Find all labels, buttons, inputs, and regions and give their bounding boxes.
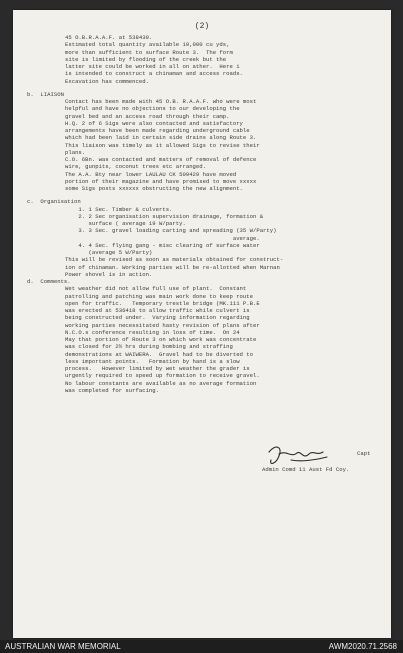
text-line: was completed for surfacing. xyxy=(65,386,159,394)
text-line: average. xyxy=(65,234,260,242)
text-line: (average 5 W/Party) xyxy=(65,249,153,256)
text-line: N.C.O.s conference resulting in loss of time. On 24 xyxy=(65,328,240,336)
text-line: wire, gunpits, coconut trees etc arranged. xyxy=(65,163,206,171)
text-line: less important points. Formation by hand is a slow xyxy=(65,357,240,365)
text-line: surface ( average 19 W/party. xyxy=(65,220,186,227)
text-line: demonstrations at WAIWERA. Gravel had to be diverted to xyxy=(65,350,253,358)
text-line: 4. 4 Sec. flying gang - misc clearing of surface water xyxy=(65,241,260,249)
archive-footer xyxy=(0,640,403,653)
text-line: C.O. 6Bn. was contacted and matters of removal of defence xyxy=(65,156,257,163)
section-heading: b. LIAISON xyxy=(27,90,64,98)
text-line: helpful and have no objections to our developing the xyxy=(65,105,240,113)
text-line: Contact has been made with 45 O.B. R.A.A.F. who were most xyxy=(65,98,257,105)
page-number: (2) xyxy=(194,22,210,31)
signature-rank: Capt xyxy=(357,450,371,457)
footer-institution: AUSTRALIAN WAR MEMORIAL xyxy=(5,642,121,651)
text-line: is intended to construct a chinaman and access roads. xyxy=(65,70,243,78)
text-line: The A.A. Bty near lower LAULAU CK 509429 have moved xyxy=(65,170,237,178)
document-body xyxy=(27,34,387,394)
text-line: patrolling and patching was main work done to keep route xyxy=(65,292,253,300)
text-line: Estimated total quantity available 10,000 cu yds, xyxy=(65,41,230,49)
text-line: open for traffic. Temporary trestle bridge (MK.111 P.B.E xyxy=(65,299,260,307)
text-line: plans. xyxy=(65,148,86,156)
section-heading: d. Comments. xyxy=(27,278,71,285)
document-page xyxy=(13,10,391,638)
text-line: urgently required to speed up formation to receive gravel. xyxy=(65,372,260,380)
text-line: 1. 1 Sec. Timber & culverts. xyxy=(65,205,173,213)
text-line: was erected at 536418 to allow traffic while culvert is xyxy=(65,307,250,314)
text-line: H.Q. 2 of 6 Sigs were also contacted and satisfactory xyxy=(65,119,243,127)
text-line: May that portion of Route 3 on which work was concentrate xyxy=(65,336,257,343)
text-line: This will be revised as soon as materials obtained for construct- xyxy=(65,256,284,264)
text-line: working parties necessitated hasty revision of plans after xyxy=(65,321,260,329)
text-line: arrangements have been made regarding underground cable xyxy=(65,127,250,134)
text-line: process. However limited by wet weather the grader is xyxy=(65,365,250,372)
text-line: was closed for 2½ hrs during bombing and straffing xyxy=(65,343,233,351)
text-line: more than sufficient to surface Route 3. The form xyxy=(65,48,233,56)
text-line: No labour constants are available as no average formation xyxy=(65,379,257,387)
text-line: gravel bed and an access road through their camp. xyxy=(65,112,230,120)
text-line: 45 O.B.R.A.A.F. at 538439. xyxy=(65,34,153,41)
text-line: Excavation has commenced. xyxy=(65,77,149,85)
text-line: portion of their magazine and have promised to move xxxxx xyxy=(65,177,257,185)
footer-accession-id: AWM2020.71.2568 xyxy=(328,642,397,651)
text-line: This liaison was timely as it allowed Sigs to revise their xyxy=(65,141,260,149)
text-line: ion of chinaman. Working parties will be re-allotted when Marnan xyxy=(65,263,280,271)
text-line: which had been laid in certain side drains along Route 3. xyxy=(65,134,257,142)
text-line: Wet weather did not allow full use of plant. Constant xyxy=(65,285,247,293)
text-line: 3. 3 Sec. gravel loading carting and spreading (35 W/Party) xyxy=(65,227,277,235)
signature-unit: Admin Comd 11 Aust Fd Coy. xyxy=(262,466,350,473)
text-line: site is limited by flooding of the creek but the xyxy=(65,55,227,63)
text-line: latter site could be worked in all on ather. Here i xyxy=(65,63,240,70)
section-heading: c. Organisation xyxy=(27,198,81,206)
text-line: 2. 2 Sec organisation supervision drainage, formation & xyxy=(65,212,264,220)
text-line: some Sigs posts xxxxxx obstructing the new alignment. xyxy=(65,185,243,192)
text-line: Power shovel is in action. xyxy=(65,270,153,278)
text-line: being constructed under. Varying information regarding xyxy=(65,314,250,322)
